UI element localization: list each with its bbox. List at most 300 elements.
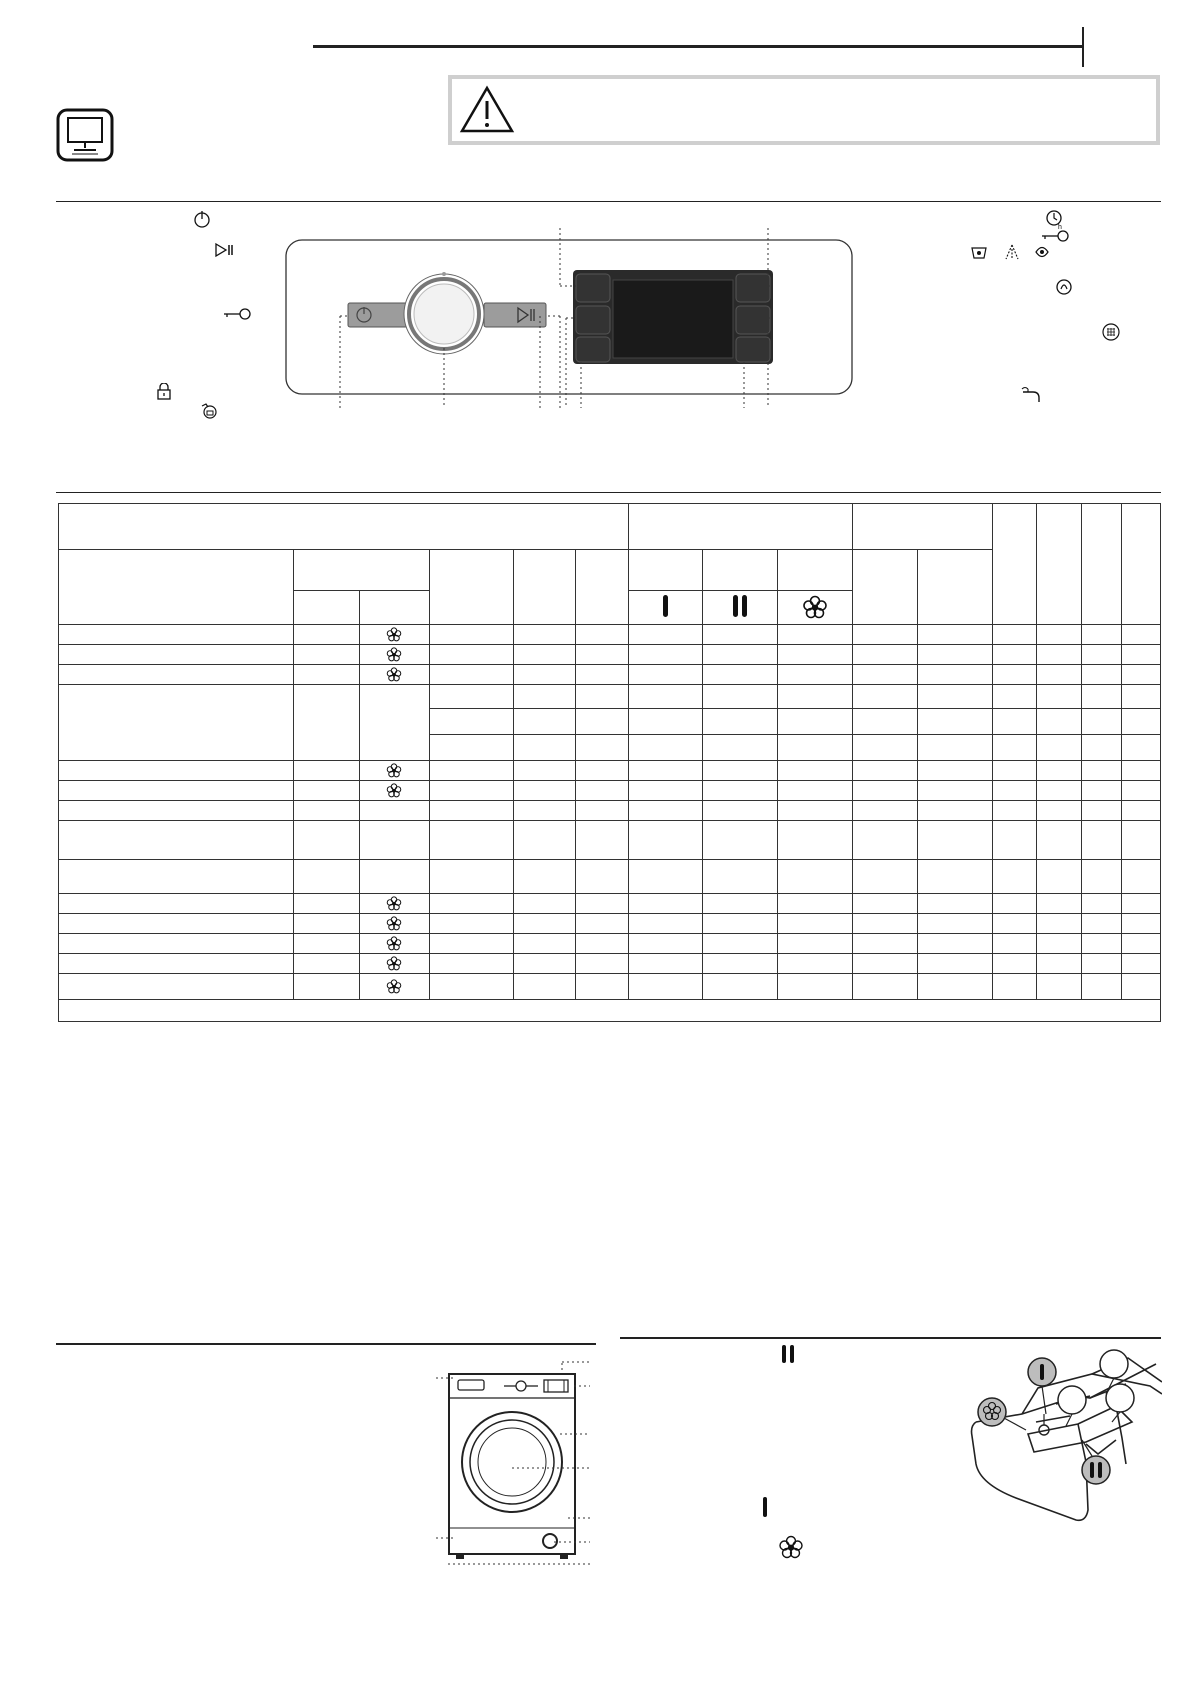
section-rule-bottom-left xyxy=(56,1343,596,1345)
table-cell xyxy=(702,860,777,894)
table-cell xyxy=(59,504,629,550)
table-cell xyxy=(1081,914,1121,934)
table-row xyxy=(59,685,1161,709)
table-cell xyxy=(576,665,628,685)
table-cell xyxy=(993,709,1036,735)
table-cell xyxy=(1036,709,1081,735)
table-cell xyxy=(1081,894,1121,914)
table-cell xyxy=(576,894,628,914)
table-cell xyxy=(1121,860,1160,894)
table-cell xyxy=(576,645,628,665)
table-cell xyxy=(576,974,628,1000)
table-cell xyxy=(1036,954,1081,974)
table-cell xyxy=(59,665,294,685)
table-cell xyxy=(1121,665,1160,685)
table-cell xyxy=(777,591,852,625)
table-cell xyxy=(993,954,1036,974)
table-cell xyxy=(359,860,429,894)
table-cell xyxy=(429,821,513,860)
table-cell xyxy=(576,625,628,645)
table-cell xyxy=(853,625,918,645)
table-cell xyxy=(59,954,294,974)
table-cell xyxy=(293,801,359,821)
table-cell xyxy=(429,954,513,974)
table-cell xyxy=(918,550,993,625)
table-cell xyxy=(1121,954,1160,974)
table-cell xyxy=(918,685,993,709)
table-row xyxy=(59,894,1161,914)
table-cell xyxy=(853,914,918,934)
table-cell xyxy=(293,781,359,801)
table-cell xyxy=(293,894,359,914)
control-panel-drawing xyxy=(280,228,860,408)
table-cell xyxy=(1036,821,1081,860)
table-cell xyxy=(59,934,294,954)
table-cell xyxy=(576,685,628,709)
table-cell xyxy=(1121,645,1160,665)
table-cell xyxy=(853,954,918,974)
table-cell xyxy=(777,934,852,954)
table-cell xyxy=(359,685,429,761)
table-cell xyxy=(853,709,918,735)
table-row xyxy=(59,860,1161,894)
table-cell xyxy=(1121,934,1160,954)
table-cell xyxy=(1081,801,1121,821)
table-row xyxy=(59,645,1161,665)
table-cell xyxy=(918,954,993,974)
table-cell xyxy=(359,801,429,821)
table-cell xyxy=(702,709,777,735)
table-cell xyxy=(293,591,359,625)
table-cell xyxy=(576,954,628,974)
table-cell xyxy=(59,894,294,914)
table-cell xyxy=(853,735,918,761)
table-cell xyxy=(359,591,429,625)
table-cell xyxy=(293,550,429,591)
monitor-icon xyxy=(56,108,114,162)
table-cell xyxy=(1081,504,1121,625)
table-row xyxy=(59,934,1161,954)
table-cell xyxy=(853,685,918,709)
table-cell xyxy=(1081,761,1121,781)
table-cell xyxy=(429,645,513,665)
table-cell xyxy=(1121,504,1160,625)
table-cell xyxy=(993,781,1036,801)
table-cell xyxy=(293,934,359,954)
table-cell xyxy=(993,645,1036,665)
table-cell xyxy=(918,860,993,894)
table-cell xyxy=(429,685,513,709)
table-cell xyxy=(777,665,852,685)
table-cell xyxy=(993,665,1036,685)
table-cell xyxy=(1121,894,1160,914)
table-cell xyxy=(918,761,993,781)
table-cell xyxy=(628,709,702,735)
table-cell xyxy=(702,625,777,645)
table-cell xyxy=(1081,685,1121,709)
callout-blank-mid xyxy=(1058,1386,1086,1414)
table-row xyxy=(59,625,1161,645)
table-cell xyxy=(514,934,576,954)
table-cell xyxy=(853,801,918,821)
table-cell xyxy=(777,685,852,709)
table-cell xyxy=(59,550,294,625)
table-cell xyxy=(918,781,993,801)
table-cell xyxy=(1036,665,1081,685)
table-cell xyxy=(1121,709,1160,735)
table-cell xyxy=(59,1000,1161,1022)
table-cell xyxy=(918,974,993,1000)
softener-flower-icon xyxy=(802,595,828,621)
table-cell xyxy=(918,914,993,934)
table-cell xyxy=(293,914,359,934)
table-cell xyxy=(628,781,702,801)
table-cell xyxy=(514,781,576,801)
table-cell xyxy=(359,625,429,645)
table-cell xyxy=(702,735,777,761)
table-cell xyxy=(59,781,294,801)
table-cell xyxy=(777,860,852,894)
shirt-icon xyxy=(199,402,219,420)
detergent-drawer-drawing xyxy=(966,1344,1162,1526)
table-cell xyxy=(628,801,702,821)
table-cell xyxy=(429,860,513,894)
table-cell xyxy=(429,914,513,934)
table-cell xyxy=(853,934,918,954)
table-cell xyxy=(1081,974,1121,1000)
table-cell xyxy=(576,735,628,761)
table-cell xyxy=(1081,934,1121,954)
callout-blank-right xyxy=(1106,1384,1134,1412)
table-cell xyxy=(514,801,576,821)
table-cell xyxy=(1036,974,1081,1000)
table-row xyxy=(59,821,1161,860)
table-cell xyxy=(918,735,993,761)
power-icon xyxy=(191,208,213,230)
softener-flower-icon xyxy=(778,1535,804,1561)
spin-icon xyxy=(1003,243,1021,261)
softener-flower-icon xyxy=(386,916,402,932)
table-cell xyxy=(576,934,628,954)
table-cell xyxy=(429,894,513,914)
start-pause-button xyxy=(484,303,546,327)
table-cell xyxy=(359,821,429,860)
section-rule-bottom-right xyxy=(620,1337,1161,1339)
compartment-two-icon xyxy=(780,1343,796,1365)
table-cell xyxy=(628,735,702,761)
table-cell xyxy=(429,974,513,1000)
table-cell xyxy=(993,974,1036,1000)
table-cell xyxy=(853,974,918,1000)
table-cell xyxy=(702,801,777,821)
table-cell xyxy=(293,761,359,781)
table-cell xyxy=(576,550,628,625)
table-cell xyxy=(1036,781,1081,801)
table-cell xyxy=(702,914,777,934)
table-cell xyxy=(628,934,702,954)
table-cell xyxy=(918,934,993,954)
table-cell xyxy=(429,709,513,735)
table-cell xyxy=(853,504,993,550)
table-cell xyxy=(514,914,576,934)
table-cell xyxy=(993,625,1036,645)
table-cell xyxy=(1121,974,1160,1000)
table-cell xyxy=(918,625,993,645)
table-cell xyxy=(576,860,628,894)
table-cell xyxy=(59,625,294,645)
table-cell xyxy=(293,860,359,894)
table-cell xyxy=(1036,625,1081,645)
table-cell xyxy=(777,735,852,761)
table-cell xyxy=(628,665,702,685)
care-icon xyxy=(1033,243,1051,261)
table-cell xyxy=(1121,761,1160,781)
table-cell xyxy=(702,954,777,974)
table-cell xyxy=(918,645,993,665)
table-cell xyxy=(1081,665,1121,685)
table-cell xyxy=(777,709,852,735)
table-cell xyxy=(777,550,852,591)
table-cell xyxy=(429,761,513,781)
table-cell xyxy=(1036,934,1081,954)
table-cell xyxy=(702,934,777,954)
softener-flower-icon xyxy=(386,647,402,663)
table-cell xyxy=(429,550,513,625)
table-cell xyxy=(359,954,429,974)
table-cell xyxy=(576,709,628,735)
key-right-icon xyxy=(1040,228,1070,244)
programme-table-body xyxy=(58,503,1161,1022)
callout-blank-top xyxy=(1100,1350,1128,1378)
table-cell xyxy=(359,665,429,685)
table-cell xyxy=(702,665,777,685)
table-cell xyxy=(429,625,513,645)
table-cell xyxy=(628,894,702,914)
table-cell xyxy=(853,821,918,860)
table-cell xyxy=(777,914,852,934)
table-cell xyxy=(628,821,702,860)
table-cell xyxy=(59,914,294,934)
table-cell xyxy=(628,954,702,974)
table-row xyxy=(59,974,1161,1000)
table-cell xyxy=(576,801,628,821)
table-row xyxy=(59,761,1161,781)
table-cell xyxy=(628,591,702,625)
table-cell xyxy=(993,504,1036,625)
table-cell xyxy=(1036,860,1081,894)
table-cell xyxy=(576,761,628,781)
table-cell xyxy=(777,645,852,665)
table-cell xyxy=(1081,709,1121,735)
table-cell xyxy=(853,665,918,685)
table-cell xyxy=(359,934,429,954)
table-cell xyxy=(514,625,576,645)
softener-flower-icon xyxy=(386,956,402,972)
table-cell xyxy=(1121,781,1160,801)
table-cell xyxy=(1036,735,1081,761)
table-cell xyxy=(918,821,993,860)
table-cell xyxy=(1121,801,1160,821)
table-cell xyxy=(429,665,513,685)
table-row xyxy=(59,801,1161,821)
table-cell xyxy=(514,550,576,625)
softener-flower-icon xyxy=(386,936,402,952)
table-cell xyxy=(293,954,359,974)
softener-flower-icon xyxy=(386,667,402,683)
table-cell xyxy=(1036,894,1081,914)
table-cell xyxy=(514,894,576,914)
table-cell xyxy=(514,735,576,761)
table-cell xyxy=(359,914,429,934)
rinse-icon xyxy=(1053,276,1075,298)
table-cell xyxy=(59,645,294,665)
table-cell xyxy=(993,934,1036,954)
table-cell xyxy=(702,591,777,625)
table-cell xyxy=(59,801,294,821)
table-cell xyxy=(993,914,1036,934)
table-cell xyxy=(1081,735,1121,761)
table-cell xyxy=(1121,685,1160,709)
table-cell xyxy=(429,781,513,801)
table-cell xyxy=(359,974,429,1000)
table-cell xyxy=(1121,735,1160,761)
table-cell xyxy=(1081,821,1121,860)
table-cell xyxy=(777,801,852,821)
table-cell xyxy=(702,685,777,709)
table-cell xyxy=(628,645,702,665)
table-cell xyxy=(702,645,777,665)
table-cell xyxy=(1036,914,1081,934)
callout-two xyxy=(1082,1456,1110,1484)
table-cell xyxy=(918,709,993,735)
table-cell xyxy=(359,894,429,914)
table-cell xyxy=(702,761,777,781)
table-cell xyxy=(628,685,702,709)
table-cell xyxy=(576,821,628,860)
table-cell xyxy=(429,934,513,954)
table-cell xyxy=(1036,801,1081,821)
table-row xyxy=(59,954,1161,974)
table-cell xyxy=(514,954,576,974)
table-cell xyxy=(59,821,294,860)
table-cell xyxy=(429,735,513,761)
table-cell xyxy=(1081,860,1121,894)
table-cell xyxy=(293,974,359,1000)
table-cell xyxy=(293,665,359,685)
table-cell xyxy=(628,860,702,894)
table-cell xyxy=(993,685,1036,709)
compartment-two-icon xyxy=(730,593,750,619)
table-cell xyxy=(514,860,576,894)
table-cell xyxy=(853,761,918,781)
warning-box xyxy=(448,75,1160,145)
table-cell xyxy=(59,685,294,761)
top-rule xyxy=(313,45,1083,48)
top-rule-tick xyxy=(1082,27,1084,67)
table-cell xyxy=(993,801,1036,821)
table-cell xyxy=(514,685,576,709)
table-cell xyxy=(1121,821,1160,860)
table-cell xyxy=(993,860,1036,894)
table-cell xyxy=(628,550,702,591)
table-cell xyxy=(702,974,777,1000)
table-cell xyxy=(777,625,852,645)
table-cell xyxy=(628,761,702,781)
table-cell xyxy=(1081,781,1121,801)
table-cell xyxy=(293,821,359,860)
table-cell xyxy=(293,685,359,761)
table-cell xyxy=(777,954,852,974)
table-cell xyxy=(514,974,576,1000)
table-cell xyxy=(628,625,702,645)
table-cell xyxy=(918,665,993,685)
grid-icon xyxy=(1100,321,1122,343)
table-cell xyxy=(359,781,429,801)
table-cell xyxy=(993,894,1036,914)
table-cell xyxy=(993,735,1036,761)
table-cell xyxy=(1036,761,1081,781)
table-cell xyxy=(359,761,429,781)
table-cell xyxy=(1036,645,1081,665)
table-cell xyxy=(1036,685,1081,709)
table-cell xyxy=(918,894,993,914)
table-cell xyxy=(853,781,918,801)
table-cell xyxy=(514,761,576,781)
table-cell xyxy=(702,821,777,860)
table-cell xyxy=(59,860,294,894)
table-cell xyxy=(1121,914,1160,934)
table-cell xyxy=(993,821,1036,860)
key-icon xyxy=(222,306,252,322)
table-cell xyxy=(514,709,576,735)
section-rule-panel xyxy=(56,201,1161,202)
table-row xyxy=(59,665,1161,685)
table-cell xyxy=(702,550,777,591)
table-cell xyxy=(777,894,852,914)
table-cell xyxy=(293,625,359,645)
table-cell xyxy=(777,761,852,781)
table-header-row xyxy=(59,504,1161,550)
temperature-icon xyxy=(970,244,988,260)
table-footer-row xyxy=(59,1000,1161,1022)
table-cell xyxy=(853,550,918,625)
start-pause-icon xyxy=(214,241,236,259)
table-row xyxy=(59,914,1161,934)
table-cell xyxy=(702,781,777,801)
table-cell xyxy=(1121,625,1160,645)
table-cell xyxy=(853,645,918,665)
padlock-icon xyxy=(156,383,172,401)
softener-flower-icon xyxy=(386,979,402,995)
table-cell xyxy=(1081,625,1121,645)
table-cell xyxy=(918,801,993,821)
table-cell xyxy=(514,645,576,665)
compartment-one-icon xyxy=(760,1495,770,1519)
compartment-one-icon xyxy=(660,593,670,619)
softener-flower-icon xyxy=(386,763,402,779)
softener-flower-icon xyxy=(386,896,402,912)
table-cell xyxy=(853,894,918,914)
table-row xyxy=(59,781,1161,801)
table-cell xyxy=(576,781,628,801)
section-rule-table xyxy=(56,492,1161,493)
warning-triangle-icon xyxy=(459,85,515,135)
svg-text:h: h xyxy=(1058,224,1062,230)
table-cell xyxy=(514,821,576,860)
table-cell xyxy=(1036,504,1081,625)
washing-machine-drawing xyxy=(436,1358,592,1568)
table-cell xyxy=(1081,645,1121,665)
